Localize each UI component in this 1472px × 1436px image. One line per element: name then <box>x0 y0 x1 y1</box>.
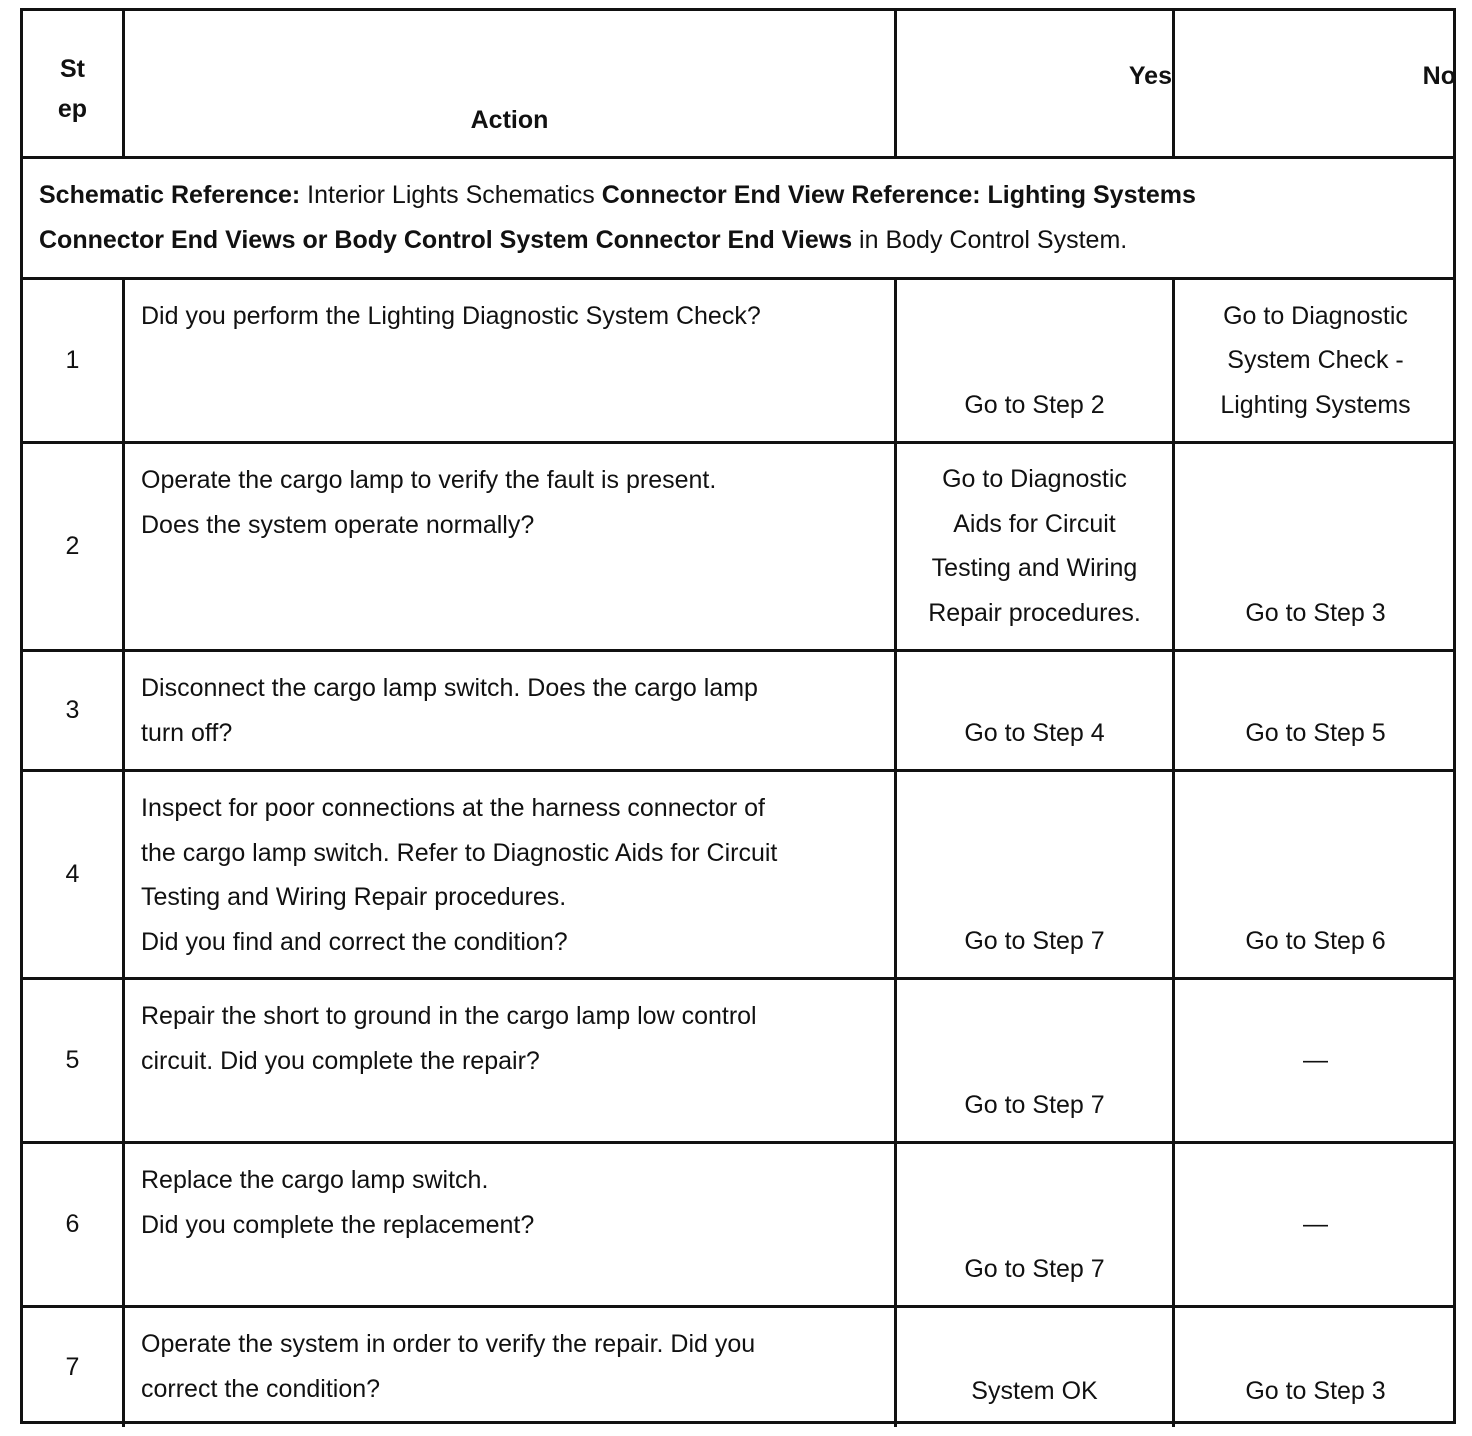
action-line: circuit. Did you complete the repair? <box>141 1046 540 1075</box>
action-line: Repair the short to ground in the cargo lamp low control <box>141 1002 757 1030</box>
action-line: correct the condition? <box>141 1374 381 1403</box>
action-line: the cargo lamp switch. Refer to Diagnostic Aids for Circuit <box>141 838 778 867</box>
no-line: Go to Step 5 <box>1245 718 1386 747</box>
no-result <box>1175 1308 1456 1427</box>
no-line: Go to Step 6 <box>1245 926 1386 955</box>
action-text <box>125 772 897 977</box>
no-result <box>1175 280 1456 441</box>
step-number: 7 <box>23 1308 125 1427</box>
no-result <box>1175 772 1456 977</box>
yes-line: System OK <box>971 1376 1098 1405</box>
action-line: Inspect for poor connections at the harness connector of <box>141 794 765 822</box>
yes-line: Go to Step 2 <box>964 390 1105 419</box>
yes-result <box>897 1308 1175 1427</box>
action-line: Operate the cargo lamp to verify the fault is present. <box>141 466 717 494</box>
action-line: Does the system operate normally? <box>141 510 535 539</box>
no-result <box>1175 980 1456 1141</box>
yes-result <box>897 652 1175 769</box>
yes-line: Go to Step 4 <box>964 718 1105 747</box>
header-row <box>23 11 1456 159</box>
no-line: Lighting Systems <box>1220 390 1411 419</box>
header-yes: Yes <box>897 11 1175 156</box>
step-number: 3 <box>23 652 125 769</box>
yes-result <box>897 772 1175 977</box>
action-line: Disconnect the cargo lamp switch. Does the cargo lamp <box>141 674 758 702</box>
step-number: 2 <box>23 444 125 649</box>
yes-result <box>897 980 1175 1141</box>
step-number: 5 <box>23 980 125 1141</box>
table-row <box>23 280 1453 444</box>
step-number: 4 <box>23 772 125 977</box>
no-line: System Check - <box>1227 346 1404 374</box>
connector-reference-value: Connector End Views or Body Control System Connector End Views <box>39 225 853 254</box>
no-result <box>1175 652 1456 769</box>
action-line: Operate the system in order to verify the repair. Did you <box>141 1330 756 1358</box>
yes-line: Go to Step 7 <box>964 926 1105 955</box>
action-text <box>125 652 897 769</box>
step-number: 1 <box>23 280 125 441</box>
yes-line: Testing and Wiring <box>931 554 1138 582</box>
yes-result <box>897 1144 1175 1305</box>
no-line: Go to Step 3 <box>1245 1376 1386 1405</box>
action-text <box>125 1308 897 1427</box>
connector-reference-label: Connector End View Reference: Lighting Systems <box>601 181 1196 209</box>
action-line: Did you find and correct the condition? <box>141 927 568 956</box>
action-text <box>125 444 897 649</box>
header-step-line2: ep <box>57 94 88 123</box>
no-line: — <box>1303 1210 1328 1239</box>
connector-reference-suffix: in Body Control System. <box>852 225 1128 254</box>
no-line: — <box>1303 1046 1328 1075</box>
action-text <box>125 280 897 441</box>
reference-text <box>23 159 1453 277</box>
table-row <box>23 1308 1453 1427</box>
no-line: Go to Diagnostic <box>1223 301 1408 330</box>
header-no: No <box>1422 62 1456 91</box>
action-line: Testing and Wiring Repair procedures. <box>141 883 567 911</box>
diagnostic-table <box>20 8 1456 1424</box>
header-step <box>23 11 125 156</box>
table-row <box>23 980 1453 1144</box>
action-line: Did you complete the replacement? <box>141 1210 535 1239</box>
yes-line: Aids for Circuit <box>953 509 1116 538</box>
schematic-reference-label: Schematic Reference: <box>39 181 301 209</box>
table-row <box>23 772 1453 980</box>
table-row <box>23 652 1453 772</box>
action-line: Did you perform the Lighting Diagnostic System Check? <box>141 302 761 330</box>
action-line: Replace the cargo lamp switch. <box>141 1166 489 1194</box>
yes-line: Go to Step 7 <box>964 1090 1105 1119</box>
table-row <box>23 444 1453 652</box>
yes-line: Go to Step 7 <box>964 1254 1105 1283</box>
yes-result <box>897 280 1175 441</box>
header-step-line1: St <box>60 54 85 83</box>
header-action: Action <box>125 11 897 156</box>
yes-result <box>897 444 1175 649</box>
no-line: Go to Step 3 <box>1245 598 1386 627</box>
schematic-reference-value: Interior Lights Schematics <box>300 181 602 209</box>
reference-row <box>23 159 1453 280</box>
yes-line: Go to Diagnostic <box>942 465 1127 493</box>
yes-line: Repair procedures. <box>928 598 1141 627</box>
action-text <box>125 1144 897 1305</box>
table-row <box>23 1144 1453 1308</box>
no-result <box>1175 444 1456 649</box>
step-number: 6 <box>23 1144 125 1305</box>
action-text <box>125 980 897 1141</box>
no-result <box>1175 1144 1456 1305</box>
action-line: turn off? <box>141 718 233 747</box>
